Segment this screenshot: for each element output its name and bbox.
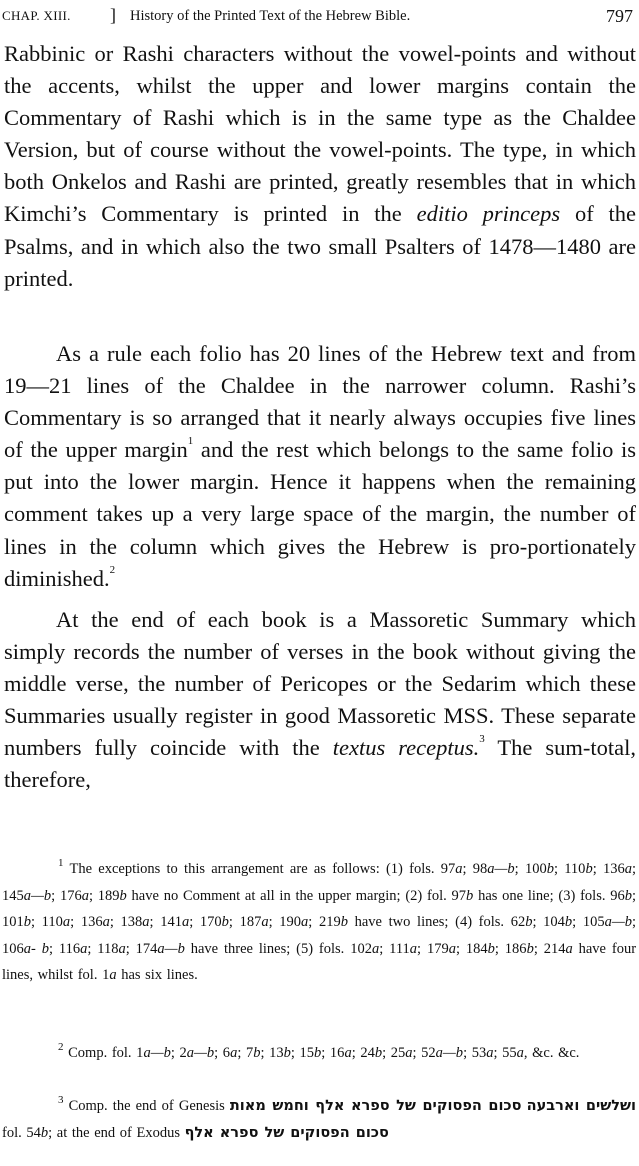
text-run: The exceptions to this arrangement are as follows: (1) fols. 97 — [63, 861, 456, 877]
text-run: , &c. &c. — [523, 1045, 580, 1061]
hebrew-text: סכום הפסוקים של ספרא אלף — [184, 1124, 389, 1141]
italic-text: a — [565, 940, 573, 957]
italic-text: a — [371, 940, 380, 957]
italic-text: b — [23, 914, 31, 931]
italic-text: b — [40, 1124, 49, 1141]
text-run: Rabbinic or Rashi characters without the vowel-points and without the accents, whilst the upper and lower margins contain the Commentary of Rashi which is in the same type as the Chaldee Version, but of course without the vowel-points. The type, in which both Onkelos and Rashi are printed, greatly resembles that in which Kimchi’s Commentary is printed in the — [4, 41, 636, 227]
text-run: ; 145 — [2, 861, 636, 904]
italic-text: b — [466, 887, 474, 904]
italic-text: a—b — [143, 1045, 171, 1061]
italic-text: b — [564, 914, 573, 931]
text-run: ; 110 — [31, 914, 63, 931]
text-run: fol. 54 — [2, 1124, 41, 1141]
running-title: History of the Printed Text of the Hebrew Bible. — [130, 8, 411, 24]
italic-text: a — [455, 861, 463, 877]
italic-text: a — [80, 940, 88, 957]
text-run: Comp. fol. 1 — [63, 1045, 144, 1061]
text-run: ; 25 — [382, 1045, 406, 1061]
text-run: have two lines; (4) fols. 62 — [347, 914, 526, 931]
italic-text: a—b — [604, 914, 632, 931]
italic-text: editio princeps — [416, 201, 561, 227]
text-run: ; 98 — [462, 861, 488, 877]
hebrew-text: ושלשים וארבעה — [526, 1098, 636, 1114]
italic-text: a — [230, 1045, 238, 1061]
italic-text: a — [261, 914, 269, 931]
text-run: ; 24 — [351, 1045, 375, 1061]
header-bracket: ] — [110, 5, 116, 25]
text-run: ; 184 — [455, 940, 488, 957]
text-run: have no Comment at all in the upper margin; (2) fol. 97 — [126, 887, 467, 904]
italic-text: a — [301, 914, 309, 931]
text-run: The sum-total, therefore, — [4, 735, 636, 793]
italic-text: a — [62, 914, 71, 931]
footnote-marker: 2 — [109, 563, 116, 576]
italic-text: a—b — [435, 1045, 464, 1061]
text-run: ; 55 — [493, 1045, 517, 1061]
text-run: ; 190 — [268, 914, 302, 931]
italic-text: b — [221, 914, 229, 931]
text-run: ; 13 — [260, 1045, 284, 1061]
italic-text: textus receptus. — [332, 735, 480, 761]
italic-text: b — [253, 1045, 261, 1061]
text-run: ; 111 — [379, 940, 410, 957]
text-run: ; 7 — [237, 1045, 254, 1061]
text-run: ; 219 — [308, 914, 341, 931]
text-run: ; 136 — [70, 914, 103, 931]
text-run: ; 189 — [88, 887, 120, 904]
text-run: ; 186 — [494, 940, 527, 957]
text-run: of the Psalms, and in which also the two small Psalters of 1478—1480 are printed. — [4, 201, 636, 291]
text-run: ; 174 — [125, 940, 158, 957]
italic-text: b — [526, 940, 534, 957]
italic-text: a—b — [487, 861, 515, 877]
text-run: ; 138 — [109, 914, 143, 931]
italic-text: a—b — [186, 1045, 215, 1061]
italic-text: a- b — [23, 940, 49, 957]
text-run: ; 141 — [149, 914, 182, 931]
chapter-label: CHAP. XIII. — [2, 8, 71, 23]
italic-text: b — [624, 887, 632, 904]
italic-text: b — [585, 861, 593, 877]
text-run: ; 118 — [87, 940, 119, 957]
text-run: ; 15 — [290, 1045, 315, 1061]
italic-text: b — [314, 1045, 322, 1061]
italic-text: a — [448, 940, 456, 957]
text-run: ; 2 — [170, 1045, 187, 1061]
text-run: ; 6 — [214, 1045, 231, 1061]
italic-text: a — [118, 940, 126, 957]
italic-text: a — [142, 914, 150, 931]
italic-text: a — [344, 1045, 352, 1061]
text-run: As a rule each folio has 20 lines of the Hebrew text and from 19—21 lines of the Chaldee in the narrower column. Rashi’s Commentary is so arranged that it nearly always occupies five lines of the upper margin — [4, 341, 636, 463]
text-run: ; 106 — [2, 914, 637, 957]
text-run: has six lines. — [116, 967, 198, 984]
text-run: ; 187 — [228, 914, 262, 931]
footnote-2 — [2, 1040, 636, 1067]
italic-text: b — [374, 1045, 383, 1061]
footnote-marker: 1 — [187, 435, 194, 448]
text-run: ; 52 — [412, 1045, 436, 1061]
text-run: ; 100 — [514, 861, 547, 877]
body-paragraph-3 — [4, 604, 636, 797]
text-run: ; 110 — [553, 861, 586, 877]
text-run: At the end of each book is a Massoretic Summary which simply records the number of verses in the book without giving the middle verse, the number of Pericopes or the Sedarim which these Summaries usually register in good Massoretic MSS. These separate numbers fully coincide with the — [4, 607, 636, 761]
italic-text: a—b — [23, 887, 52, 904]
text-run: ; at the end of Exodus — [48, 1124, 185, 1141]
text-run: ; 116 — [48, 940, 81, 957]
italic-text: a — [102, 914, 110, 931]
text-run: ; 214 — [533, 940, 566, 957]
text-run: has one line; (3) fols. 96 — [473, 887, 625, 904]
italic-text: a — [624, 861, 632, 877]
page-number: 797 — [606, 6, 633, 26]
footnote-3 — [2, 1093, 636, 1146]
italic-text: b — [283, 1045, 291, 1061]
running-header — [0, 6, 639, 28]
text-run: ; 101 — [2, 887, 637, 931]
italic-text: a — [486, 1045, 494, 1061]
italic-text: a—b — [157, 940, 185, 957]
text-run: ; 136 — [592, 861, 625, 877]
text-run: ; 16 — [321, 1045, 345, 1061]
footnote-1 — [2, 856, 636, 989]
italic-text: b — [487, 940, 495, 957]
body-paragraph-1 — [4, 38, 636, 295]
text-run: ; 176 — [51, 887, 82, 904]
footnote-marker: 3 — [58, 1094, 64, 1106]
italic-text: b — [525, 914, 533, 931]
text-run: ; 170 — [189, 914, 222, 931]
italic-text: a — [405, 1045, 413, 1061]
italic-text: a — [81, 887, 89, 904]
text-run: ; 53 — [463, 1045, 487, 1061]
text-run: ; 179 — [417, 940, 449, 957]
text-run: have four lines, whilst fol. 1 — [2, 940, 637, 984]
italic-text: b — [119, 887, 127, 904]
italic-text: a — [516, 1045, 524, 1061]
footnote-marker: 3 — [479, 733, 485, 746]
hebrew-text: סכום הפסוקים של ספרא אלף וחמש מאות — [229, 1098, 522, 1114]
body-paragraph-2 — [4, 338, 636, 595]
footnote-marker: 2 — [58, 1041, 64, 1053]
text-run: ; 105 — [572, 914, 605, 931]
text-run: and the rest which belongs to the same folio is put into the lower margin. Hence it happens when the remaining comment takes up a very large space of the margin, the number of lines in the column which gives the Hebrew is pro-portionately diminished. — [4, 437, 636, 591]
footnote-marker: 1 — [58, 857, 64, 869]
text-run: ; 104 — [532, 914, 565, 931]
italic-text: b — [546, 861, 554, 877]
text-run: have three lines; (5) fols. 102 — [184, 940, 372, 957]
italic-text: a — [181, 914, 190, 931]
italic-text: b — [340, 914, 348, 931]
italic-text: a — [109, 967, 117, 984]
italic-text: a — [409, 940, 418, 957]
text-run: Comp. the end of Genesis — [63, 1098, 230, 1114]
